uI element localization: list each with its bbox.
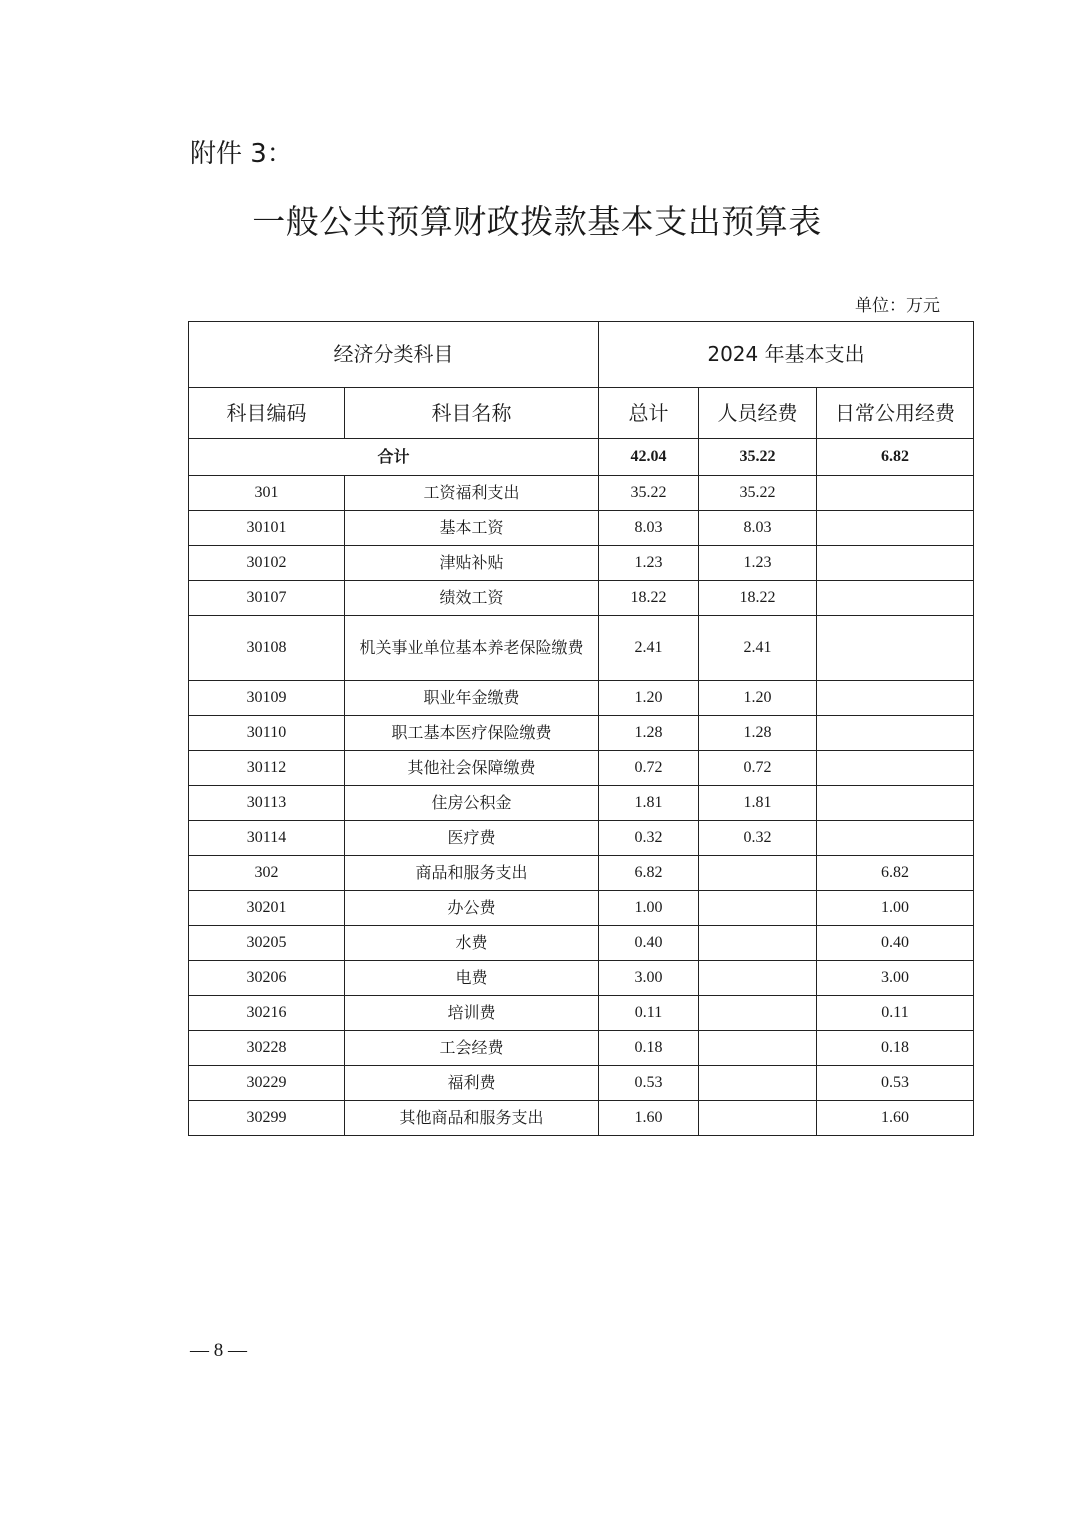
cell-code: 30102 [189, 546, 345, 581]
group-header-economic-class: 经济分类科目 [189, 322, 599, 388]
cell-code: 30299 [189, 1101, 345, 1136]
cell-name: 培训费 [345, 996, 599, 1031]
cell-code: 30107 [189, 581, 345, 616]
table-row [189, 581, 974, 616]
cell-total: 0.53 [599, 1066, 699, 1101]
cell-code: 30201 [189, 891, 345, 926]
cell-name: 职工基本医疗保险缴费 [345, 716, 599, 751]
table-row [189, 786, 974, 821]
cell-personnel [699, 926, 817, 961]
cell-code: 30229 [189, 1066, 345, 1101]
cell-code: 30216 [189, 996, 345, 1031]
cell-public: 3.00 [817, 961, 974, 996]
cell-personnel: 0.32 [699, 821, 817, 856]
cell-code: 30228 [189, 1031, 345, 1066]
table-row [189, 856, 974, 891]
cell-code: 30205 [189, 926, 345, 961]
total-personnel: 35.22 [699, 439, 817, 476]
cell-personnel [699, 856, 817, 891]
column-header-personnel: 人员经费 [699, 388, 817, 439]
cell-name: 福利费 [345, 1066, 599, 1101]
cell-name: 电费 [345, 961, 599, 996]
cell-total: 0.40 [599, 926, 699, 961]
cell-name: 工资福利支出 [345, 476, 599, 511]
cell-total: 0.32 [599, 821, 699, 856]
table-row [189, 511, 974, 546]
cell-name: 机关事业单位基本养老保险缴费 [345, 616, 599, 681]
table-row [189, 961, 974, 996]
budget-table [188, 321, 974, 1136]
cell-total: 18.22 [599, 581, 699, 616]
table-row [189, 546, 974, 581]
cell-name: 水费 [345, 926, 599, 961]
cell-total: 1.28 [599, 716, 699, 751]
cell-public [817, 581, 974, 616]
cell-public: 0.18 [817, 1031, 974, 1066]
cell-public [817, 716, 974, 751]
table-row [189, 716, 974, 751]
cell-name: 商品和服务支出 [345, 856, 599, 891]
cell-name: 津贴补贴 [345, 546, 599, 581]
cell-personnel: 2.41 [699, 616, 817, 681]
cell-total: 2.41 [599, 616, 699, 681]
group-header-basic-expenditure: 2024 年基本支出 [599, 322, 974, 388]
cell-personnel [699, 891, 817, 926]
table-row [189, 926, 974, 961]
cell-total: 35.22 [599, 476, 699, 511]
column-header-row [189, 388, 974, 439]
cell-public [817, 821, 974, 856]
cell-name: 医疗费 [345, 821, 599, 856]
cell-personnel: 1.28 [699, 716, 817, 751]
cell-total: 1.00 [599, 891, 699, 926]
table-row [189, 1101, 974, 1136]
page-title: 一般公共预算财政拨款基本支出预算表 [252, 202, 822, 241]
cell-personnel [699, 1101, 817, 1136]
table-row [189, 751, 974, 786]
cell-total: 1.20 [599, 681, 699, 716]
cell-name: 绩效工资 [345, 581, 599, 616]
cell-public [817, 681, 974, 716]
table-row [189, 681, 974, 716]
cell-personnel: 1.20 [699, 681, 817, 716]
table-row [189, 1066, 974, 1101]
cell-name: 基本工资 [345, 511, 599, 546]
total-row [189, 439, 974, 476]
cell-name: 其他商品和服务支出 [345, 1101, 599, 1136]
cell-total: 1.23 [599, 546, 699, 581]
cell-total: 0.18 [599, 1031, 699, 1066]
column-header-code: 科目编码 [189, 388, 345, 439]
cell-personnel: 0.72 [699, 751, 817, 786]
cell-code: 30110 [189, 716, 345, 751]
cell-personnel: 8.03 [699, 511, 817, 546]
total-label: 合计 [189, 439, 599, 476]
cell-total: 1.60 [599, 1101, 699, 1136]
table-row [189, 1031, 974, 1066]
cell-personnel [699, 961, 817, 996]
cell-code: 30114 [189, 821, 345, 856]
cell-code: 30112 [189, 751, 345, 786]
cell-total: 1.81 [599, 786, 699, 821]
cell-personnel [699, 996, 817, 1031]
cell-name: 工会经费 [345, 1031, 599, 1066]
total-total: 42.04 [599, 439, 699, 476]
cell-total: 0.11 [599, 996, 699, 1031]
cell-public: 1.00 [817, 891, 974, 926]
cell-total: 3.00 [599, 961, 699, 996]
cell-total: 0.72 [599, 751, 699, 786]
table-row [189, 476, 974, 511]
page-number: — 8 — [190, 1340, 247, 1361]
cell-code: 30113 [189, 786, 345, 821]
cell-code: 30101 [189, 511, 345, 546]
cell-public: 1.60 [817, 1101, 974, 1136]
cell-public [817, 476, 974, 511]
cell-total: 8.03 [599, 511, 699, 546]
budget-table-body [189, 322, 974, 1136]
cell-name: 办公费 [345, 891, 599, 926]
group-header-row [189, 322, 974, 388]
cell-public [817, 616, 974, 681]
table-row [189, 891, 974, 926]
table-row [189, 996, 974, 1031]
cell-code: 30109 [189, 681, 345, 716]
cell-total: 6.82 [599, 856, 699, 891]
total-public: 6.82 [817, 439, 974, 476]
cell-public [817, 751, 974, 786]
table-row [189, 616, 974, 681]
cell-public [817, 546, 974, 581]
unit-label: 单位：万元 [855, 296, 940, 316]
cell-public: 0.11 [817, 996, 974, 1031]
attachment-label: 附件 3： [190, 139, 293, 169]
cell-personnel [699, 1031, 817, 1066]
cell-personnel [699, 1066, 817, 1101]
table-row [189, 821, 974, 856]
column-header-name: 科目名称 [345, 388, 599, 439]
cell-name: 职业年金缴费 [345, 681, 599, 716]
column-header-public: 日常公用经费 [817, 388, 974, 439]
cell-code: 302 [189, 856, 345, 891]
cell-public [817, 511, 974, 546]
cell-personnel: 1.81 [699, 786, 817, 821]
cell-code: 301 [189, 476, 345, 511]
cell-personnel: 35.22 [699, 476, 817, 511]
cell-public: 6.82 [817, 856, 974, 891]
cell-personnel: 18.22 [699, 581, 817, 616]
cell-name: 住房公积金 [345, 786, 599, 821]
column-header-total: 总计 [599, 388, 699, 439]
cell-name: 其他社会保障缴费 [345, 751, 599, 786]
cell-personnel: 1.23 [699, 546, 817, 581]
cell-code: 30206 [189, 961, 345, 996]
cell-public: 0.40 [817, 926, 974, 961]
cell-public: 0.53 [817, 1066, 974, 1101]
cell-public [817, 786, 974, 821]
cell-code: 30108 [189, 616, 345, 681]
